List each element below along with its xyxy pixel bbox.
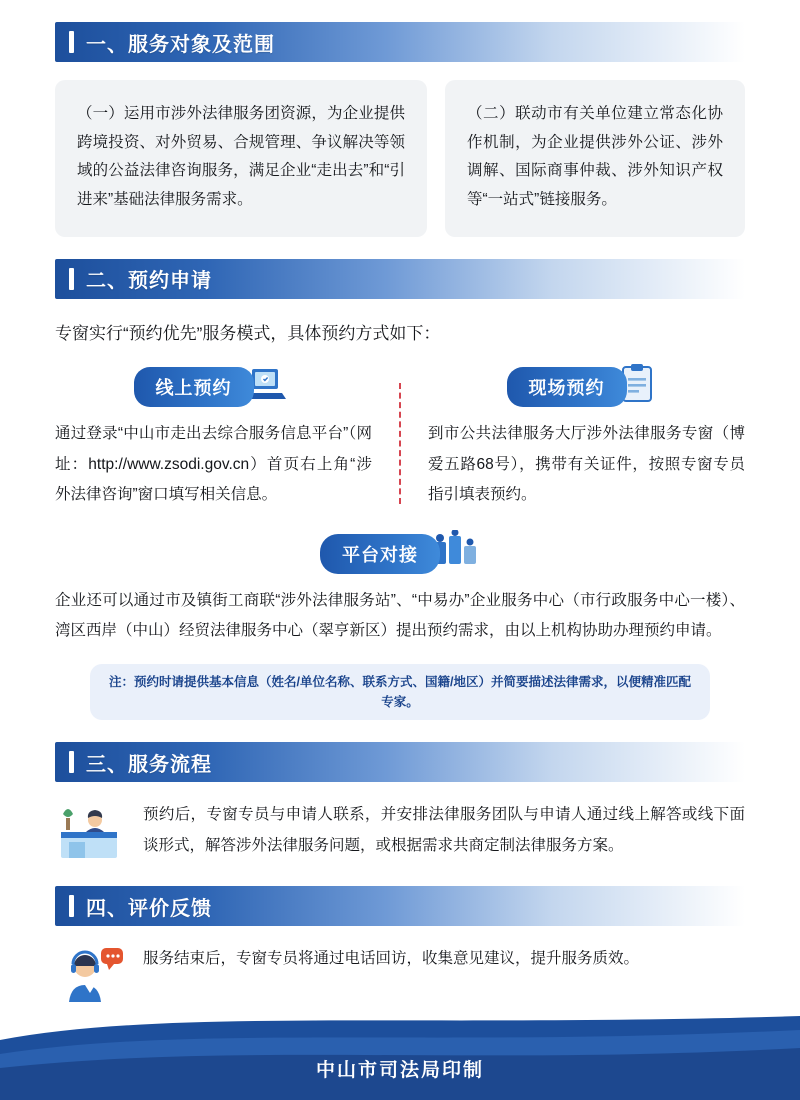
platform-label: 平台对接 [320, 534, 440, 574]
platform-heading [55, 528, 745, 574]
section-header-feedback [55, 886, 745, 926]
section-accent-bar [69, 895, 74, 917]
section-title: 四、评价反馈 [86, 897, 212, 920]
onsite-booking-column [400, 363, 745, 510]
process-text: 预约后，专窗专员与申请人联系，并安排法律服务团队与申请人通过线上解答或线下面谈形式，解答涉外法律服务问题，或根据需求共商定制法律服务方案。 [143, 806, 745, 854]
booking-note: 注：预约时请提供基本信息（姓名/单位名称、联系方式、国籍/地区）并简要描述法律需求，以便精准匹配专家。 [90, 664, 710, 720]
booking-lead-text: 专窗实行“预约优先”服务模式，具体预约方式如下： [55, 323, 441, 343]
platform-text: 企业还可以通过市及镇街工商联“涉外法律服务站”、“中易办”企业服务中心（市行政服务中心一楼）、湾区西岸（中山）经贸法律服务中心（翠亨新区）提出预约需求，由以上机构协助办理预约申请。 [55, 591, 745, 640]
onsite-booking-text: 到市公共法律服务大厅涉外法律服务专窗（博爱五路68号），携带有关证件，按照专窗专员指引填表预约。 [428, 425, 745, 503]
online-booking-text: 通过登录“中山市走出去综合服务信息平台”（网址：http://www.zsodi.gov.cn）首页右上角“涉外法律咨询”窗口填写相关信息。 [55, 425, 372, 503]
section-header-process [55, 742, 745, 782]
service-scope-card-2: （二）联动市有关单位建立常态化协作机制，为企业提供涉外公证、涉外调解、国际商事仲裁、涉外知识产权等“一站式”链接服务。 [445, 80, 745, 237]
section-title: 一、服务对象及范围 [86, 33, 275, 56]
online-booking-label: 线上预约 [134, 367, 254, 407]
section-header-service-scope [55, 22, 745, 62]
footer-text: 中山市司法局印制 [315, 1060, 484, 1081]
section-title: 二、预约申请 [86, 270, 212, 293]
process-row [55, 798, 745, 864]
feedback-row [55, 942, 745, 1008]
page-footer [0, 1014, 800, 1100]
section-header-booking [55, 259, 745, 299]
section-accent-bar [69, 268, 74, 290]
booking-methods-row [55, 363, 745, 510]
section-accent-bar [69, 31, 74, 53]
service-scope-cards [55, 80, 745, 237]
poster-page [0, 22, 800, 1100]
onsite-booking-heading [428, 363, 745, 407]
onsite-booking-label: 现场预约 [507, 367, 627, 407]
service-counter-icon [55, 798, 127, 864]
feedback-text: 服务结束后，专窗专员将通过电话回访，收集意见建议，提升服务质效。 [143, 950, 640, 968]
headset-agent-icon [55, 942, 127, 1008]
online-booking-heading [55, 363, 372, 407]
section-title: 三、服务流程 [86, 753, 212, 776]
section-accent-bar [69, 751, 74, 773]
online-booking-column [55, 363, 400, 510]
platform-booking-block [55, 528, 745, 646]
service-scope-card-1: （一）运用市涉外法律服务团资源，为企业提供跨境投资、对外贸易、合规管理、争议解决等领域的公益法律咨询服务，满足企业“走出去”和“引进来”基础法律服务需求。 [55, 80, 427, 237]
